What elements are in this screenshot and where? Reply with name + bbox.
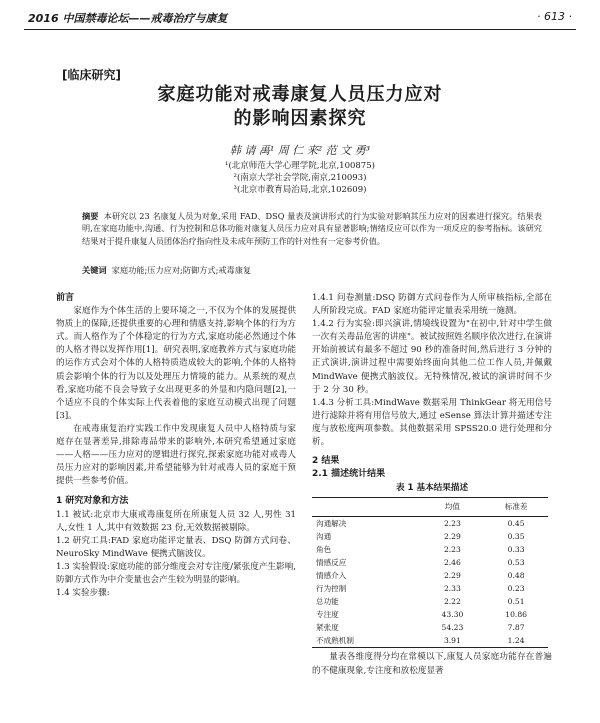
table-header-cell — [312, 498, 421, 516]
table-cell: 1.24 — [484, 634, 548, 648]
section-1-3: 1.3 实验假设:家庭功能的部分维度会对专注度/紧张度产生影响,防御方式作为中介变量也会产生较为明显的影响。 — [56, 561, 296, 585]
section-tag: [临床研究] — [62, 68, 121, 82]
table-row — [312, 543, 548, 556]
section-1-4-3: 1.4.3 分析工具:MindWave 数据采用 ThinkGear 将无用信号进行滤除并将有用信号放大,通过 eSense 算法计算并描述专注度与放松度两项参数。其他数据采用 SPSS20.0 进行处理和分析。 — [312, 397, 552, 448]
preface-paragraph-2: 在戒毒康复治疗实践工作中发现康复人员中人格特质与家庭存在显著差异,排除毒品带来的影响外,本研究希望通过家庭——人格——压力应对的逻辑进行探究,探索家庭功能对戒毒人员压力应对的影响因素,并希望能够为针对戒毒人员的家庭干预提供一些参考价值。 — [56, 423, 296, 487]
table-cell: 10.86 — [505, 610, 527, 620]
section-1-4-2: 1.4.2 行为实验:即兴演讲,情境线设置为"在初中,针对中学生做一次有关毒品危害的讲座"。被试按照姓名顺序依次进行,在演讲开始前被试有最多不超过 90 秒的准备时间,然后进行 3 分钟的正式演讲,演讲过程中需要始终面向其他二位工作人员,并佩戴 MindWave 便携式脑波仪。无特殊情况,被试的演讲时间不少于 2 分 30 秒。 — [312, 319, 552, 395]
table-cell: 3.91 — [421, 634, 485, 648]
section-2-1-heading: 2.1 描述统计结果 — [312, 469, 386, 480]
section-1-heading: 1 研究对象和方法 — [56, 496, 129, 507]
table-row — [312, 582, 548, 595]
table-row — [312, 516, 548, 530]
keywords-text: 家庭功能;压力应对;防御方式;戒毒康复 — [111, 265, 252, 275]
section-1-2: 1.2 研究工具:FAD 家庭功能评定量表、DSQ 防御方式问卷、NeuroSky MindWave 便携式脑波仪。 — [56, 535, 296, 559]
table-cell: 0.48 — [507, 570, 525, 580]
running-header-left: 2016 中国禁毒论坛——戒毒治疗与康复 — [28, 12, 228, 25]
table-cell: 2.23 — [443, 544, 461, 554]
table-row — [312, 595, 548, 608]
abstract — [82, 210, 542, 247]
table-cell: 2.29 — [443, 531, 461, 541]
title-line-1: 家庭功能对戒毒康复人员压力应对 — [157, 84, 443, 105]
section-2-heading: 2 结果 — [312, 456, 340, 467]
table-row — [312, 569, 548, 582]
left-column — [56, 292, 296, 600]
table-header-row — [312, 498, 548, 516]
table-cell: 行为控制 — [316, 583, 347, 593]
affiliation-1: ¹(北京师范大学心理学院,北京,100875) — [225, 161, 375, 171]
table-header-cell: 标准差 — [484, 498, 548, 516]
table-header-cell: 均值 — [421, 498, 485, 516]
header-rule — [24, 29, 576, 30]
abstract-label: 摘要 — [82, 211, 99, 221]
keywords-label: 关键词 — [82, 265, 107, 275]
keywords — [82, 265, 542, 276]
authors: 韩 请 禹¹ 周 仁 来² 范 文 勇³ — [229, 144, 371, 157]
table-cell: 角色 — [316, 544, 332, 554]
table-row — [312, 634, 548, 648]
table-cell: 0.51 — [507, 597, 525, 607]
table-row — [312, 530, 548, 543]
table-cell: 0.33 — [507, 544, 525, 554]
preface-heading: 前言 — [56, 293, 75, 303]
affiliation-2: ²(南京大学社会学院,南京,210093) — [233, 173, 367, 183]
table-cell: 43.30 — [441, 610, 464, 620]
table-cell: 不成熟机制 — [312, 634, 421, 648]
after-table-paragraph: 量表各维度得分均在常模以下,康复人员家庭功能存在普遍的不健康现象,专注度和放松度显著 — [312, 652, 552, 676]
right-column — [312, 292, 552, 678]
table-cell: 0.23 — [507, 583, 525, 593]
section-1-1: 1.1 被试:北京市大康戒毒康复所在所康复人员 32 人,男性 31 人,女性 1 人,其中有效数据 23 份,无效数据被剔除。 — [56, 509, 296, 533]
table-cell: 54.23 — [441, 623, 464, 633]
table-cell: 紧张度 — [316, 623, 339, 633]
results-table — [312, 497, 548, 648]
table-cell: 总功能 — [316, 597, 339, 607]
table-cell: 0.45 — [507, 518, 525, 528]
page-number: · 613 · — [537, 10, 572, 23]
table-cell: 沟通解决 — [316, 518, 347, 528]
table-cell: 2.22 — [443, 597, 461, 607]
table-row — [312, 608, 548, 621]
table-cell: 0.53 — [507, 557, 525, 567]
table-cell: 2.29 — [443, 570, 461, 580]
table-caption: 表 1 基本结果描述 — [395, 483, 469, 494]
table-cell: 2.46 — [443, 557, 461, 567]
table-row — [312, 621, 548, 634]
preface-paragraph-1: 家庭作为个体生活的上要环境之一,不仅为个体的发展提供物质上的保障,还提供重要的心理和情感支持,影响个体的行为方式。而人格作为了个体稳定的行为方式,家庭功能必然通过个体的人格才得以发挥作用[1]。研究表明,家庭教养方式与家庭功能的运作方式会对个体的人格特质造成较大的影响,个体的人格特质会影响个体的行为以及处理压力情境的能力。从系统的观点看,家庭功能不良会导致子女出现更多的外显和内隐问题[2],一个适应不良的个体实际上代表着他的家庭互动模式出现了问题[3]。 — [56, 306, 296, 421]
section-1-4: 1.4 实验步骤: — [56, 588, 110, 599]
table-cell: 专注度 — [316, 610, 339, 620]
table-cell: 2.33 — [443, 583, 461, 593]
table-cell: 7.87 — [507, 623, 525, 633]
table-cell: 情感介入 — [316, 570, 347, 580]
section-1-4-1: 1.4.1 问卷测量:DSQ 防御方式问卷作为人所审核指标,全部在人所阶段完成。FAD 家庭功能评定量表采用统一施测。 — [312, 293, 552, 317]
table-cell: 沟通 — [316, 531, 332, 541]
affiliation-3: ³(北京市教育局治局,北京,102609) — [233, 185, 367, 195]
title-line-2: 的影响因素探究 — [233, 108, 367, 129]
table-cell: 2.23 — [443, 518, 461, 528]
table-row — [312, 556, 548, 569]
table-cell: 0.35 — [507, 531, 525, 541]
abstract-text: 本研究以 23 名康复人员为对象,采用 FAD、DSQ 量表及演讲形式的行为实验对影响其压力应对的因素进行探究。结果表明,在家庭功能中,沟通、行为控制和总体功能对康复人员压力应对具有显著影响;情绪反应可以作为一项反应的参考指标。该研究结果对于提升康复人员团体治疗指向性及未成年预防工作的针对性有一定参考价值。 — [82, 211, 542, 246]
table-cell: 情感反应 — [316, 557, 347, 567]
